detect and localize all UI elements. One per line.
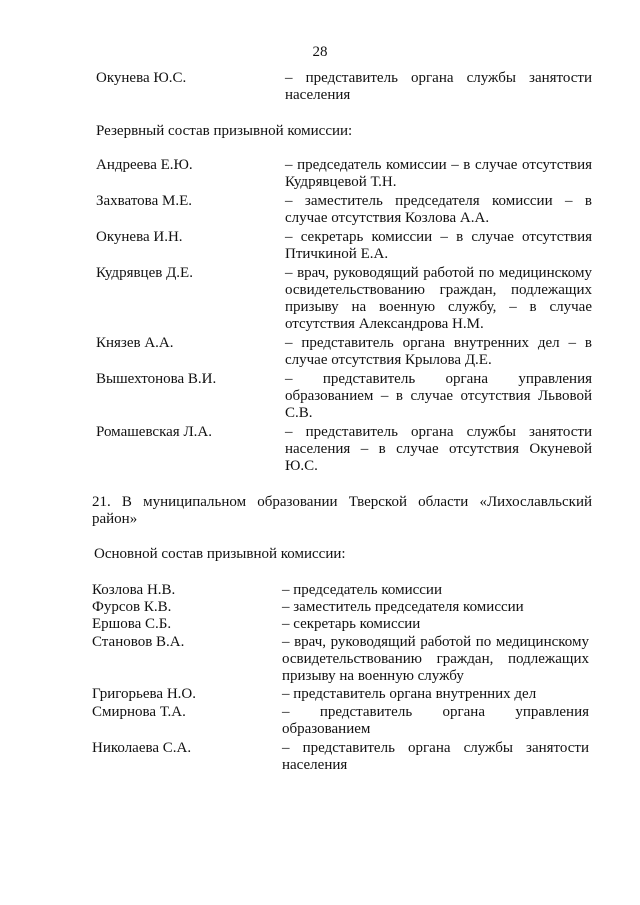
member-role: – секретарь комиссии (282, 616, 421, 632)
member-role: – заместитель председателя комиссии (282, 599, 524, 615)
member-role: – представитель органа службы занятости населения (285, 70, 592, 103)
member-name: Кудрявцев Д.Е. (96, 265, 193, 281)
member-role: – представитель органа внутренних дел – в случае отсутствия Крылова Д.Е. (285, 335, 592, 368)
member-name: Окунева Ю.С. (96, 70, 187, 86)
member-name: Ершова С.Б. (92, 616, 172, 632)
main-heading: Основной состав призывной комиссии: (94, 546, 346, 562)
section-title: 21. В муниципальном образовании Тверской области «Лихославльский район» (92, 494, 592, 527)
member-name: Окунева И.Н. (96, 229, 183, 245)
member-role: – врач, руководящий работой по медицинскому освидетельствованию граждан, подлежащих призыву на военную службу, – в случае отсутствия Александрова Н.М. (285, 265, 592, 332)
member-role: – секретарь комиссии – в случае отсутствия Птичкиной Е.А. (285, 229, 592, 262)
member-role: – председатель комиссии (282, 582, 442, 598)
member-name: Смирнова Т.А. (92, 704, 186, 720)
member-name: Фурсов К.В. (92, 599, 172, 615)
member-role: – врач, руководящий работой по медицинскому освидетельствованию граждан, подлежащих призыву на военную службу (282, 634, 589, 684)
member-role: – заместитель председателя комиссии – в случае отсутствия Козлова А.А. (285, 193, 592, 226)
member-name: Князев А.А. (96, 335, 174, 351)
member-name: Григорьева Н.О. (92, 686, 196, 702)
member-role: – представитель органа внутренних дел (282, 686, 537, 702)
member-name: Ромашевская Л.А. (96, 424, 212, 440)
member-role: – представитель органа службы занятости населения (282, 740, 589, 773)
member-name: Захватова М.Е. (96, 193, 192, 209)
member-name: Вышехтонова В.И. (96, 371, 217, 387)
member-role: – представитель органа службы занятости населения – в случае отсутствия Окуневой Ю.С. (285, 424, 592, 474)
reserve-heading: Резервный состав призывной комиссии: (96, 123, 353, 139)
member-name: Становов В.А. (92, 634, 185, 650)
member-name: Козлова Н.В. (92, 582, 176, 598)
member-role: – председатель комиссии – в случае отсутствия Кудрявцевой Т.Н. (285, 157, 592, 190)
page-number: 28 (312, 44, 328, 60)
member-role: – представитель органа управления образованием – в случае отсутствия Львовой С.В. (285, 371, 592, 421)
member-name: Николаева С.А. (92, 740, 192, 756)
member-role: – представитель органа управления образованием (282, 704, 589, 737)
member-name: Андреева Е.Ю. (96, 157, 193, 173)
